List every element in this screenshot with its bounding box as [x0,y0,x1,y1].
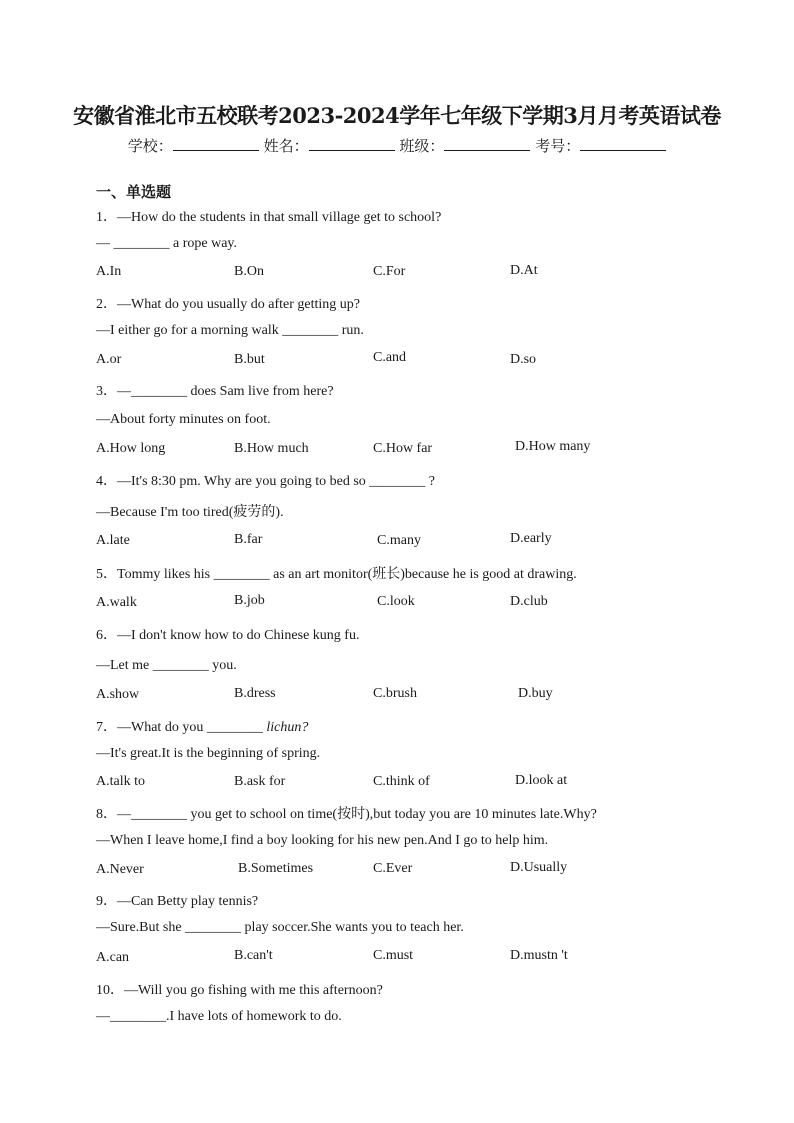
section-title: 一、单选题 [96,183,172,201]
class-blank[interactable] [444,136,530,151]
exam-number-blank[interactable] [580,136,666,151]
question-answer-line: —When I leave home,I find a boy looking for his new pen.And I go to help him. [96,833,549,848]
option-b: B.On [234,264,264,279]
class-label: 班级： [399,137,445,155]
option-c: C.many [377,533,421,548]
question-text: 3．—________ does Sam live from here? [96,384,334,399]
question-answer-line: —About forty minutes on foot. [96,412,271,427]
option-c: C.Ever [373,861,413,876]
name-blank[interactable] [309,136,395,151]
exam-number-label: 考号： [535,137,581,155]
option-b: B.can't [234,948,273,963]
school-blank[interactable] [173,136,259,151]
option-b: B.far [234,532,263,547]
option-d: D.buy [518,686,553,701]
option-b: B.but [234,352,265,367]
option-a: A.can [96,950,130,965]
question-text: 9．—Can Betty play tennis? [96,894,259,909]
question-text: 1．—How do the students in that small village get to school? [96,210,442,225]
question-text-italic: lichun? [266,720,309,735]
option-b: B.job [234,593,265,608]
option-c: C.How far [373,441,433,456]
option-d: D.so [510,352,537,367]
question-text-main: 7．—What do you ________ [96,720,267,735]
question-answer-line: — ________ a rope way. [96,236,238,251]
question-answer-line: —Let me ________ you. [96,658,237,673]
question-text: 6．—I don't know how to do Chinese kung fu. [96,628,360,643]
option-a: A.show [96,687,140,702]
name-label: 姓名： [263,137,309,155]
option-d: D.early [510,531,552,546]
option-b: B.ask for [234,774,286,789]
option-b: B.How much [234,441,309,456]
student-info-line [0,135,794,156]
question-text: 2．—What do you usually do after getting up? [96,297,360,312]
option-a: A.walk [96,595,137,610]
option-c: C.must [373,948,414,963]
question-text: 4．—It's 8:30 pm. Why are you going to bed so ________ ? [96,474,436,489]
option-a: A.or [96,352,122,367]
option-c: C.look [377,594,415,609]
option-c: C.think of [373,774,430,789]
option-d: D.How many [515,439,591,454]
option-d: D.mustn 't [510,948,568,963]
question-text: 8．—________ you get to school on time(按时),but today you are 10 minutes late.Why? [96,807,597,822]
question-answer-line: —It's great.It is the beginning of spring. [96,746,321,761]
option-c: C.brush [373,686,417,701]
option-c: C.For [373,264,406,279]
option-d: D.At [510,263,538,278]
question-text: 10．—Will you go fishing with me this afternoon? [96,983,383,998]
option-d: D.club [510,594,548,609]
question-answer-line: —I either go for a morning walk ________ run. [96,323,364,338]
option-b: B.dress [234,686,276,701]
option-c: C.and [373,350,407,365]
option-a: A.How long [96,441,166,456]
option-d: D.Usually [510,860,568,875]
option-a: A.late [96,533,130,548]
option-d: D.look at [515,773,568,788]
question-text: 5．Tommy likes his ________ as an art monitor(班长)because he is good at drawing. [96,567,577,582]
option-a: A.talk to [96,774,145,789]
question-answer-line: —Because I'm too tired(疲劳的). [96,505,284,520]
question-answer-line: —________.I have lots of homework to do. [96,1009,342,1024]
question-text [96,716,308,736]
school-label: 学校： [127,137,173,155]
option-a: A.Never [96,862,144,877]
option-a: A.In [96,264,122,279]
question-answer-line: —Sure.But she ________ play soccer.She wants you to teach her. [96,920,464,935]
exam-title: 安徽省淮北市五校联考2023-2024学年七年级下学期3月月考英语试卷 [73,103,721,128]
option-b: B.Sometimes [238,861,314,876]
